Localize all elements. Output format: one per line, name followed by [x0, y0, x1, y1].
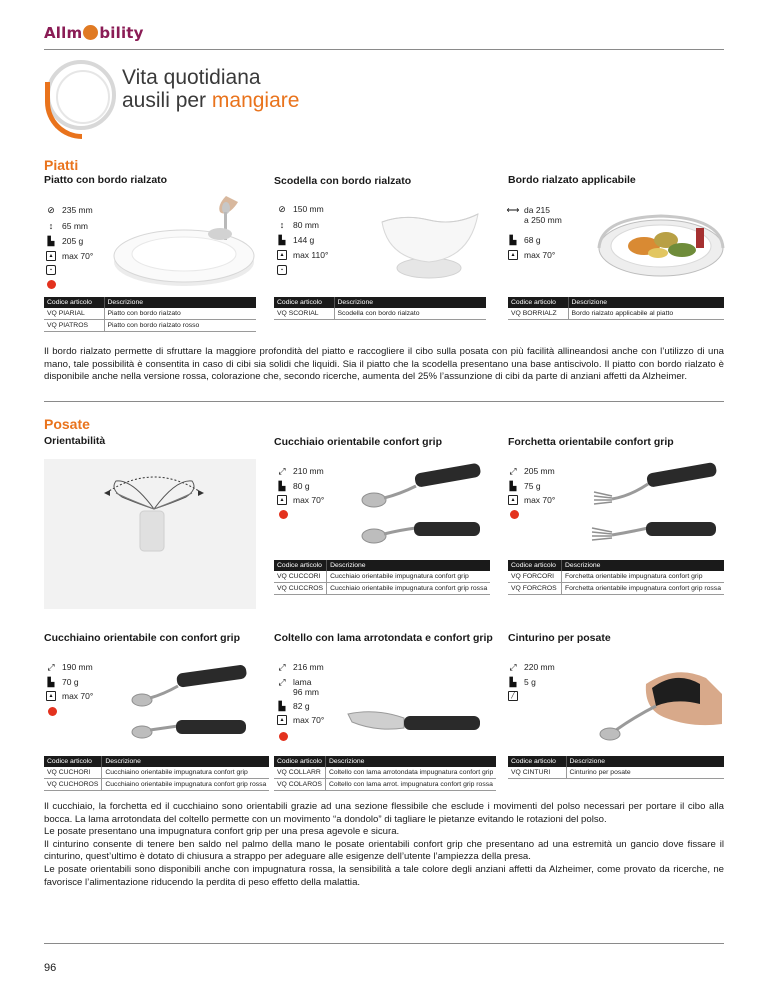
codes-table-cucchiaino: Codice articolo Descrizione VQ CUCHORI Cucchiaino orientabile impugnatura confort grip VQ CUCHOROS Cucchiaino orientabile impugnatura confort grip rossa	[44, 756, 269, 791]
table-row: VQ PIATROS Piatto con bordo rialzato rosso	[44, 320, 256, 332]
spec-diameter: ⊘ 150 mm	[278, 204, 324, 214]
codes-table-coltello: Codice articolo Descrizione VQ COLLARR Coltello con lama arrotondata impugnatura confort grip VQ COLAROS Coltello con lama arrot. impugnatura confort grip rossa	[274, 756, 496, 791]
table-row: VQ FORCORI Forchetta orientabile impugnatura confort grip	[508, 571, 724, 583]
product-title-cinturino: Cinturino per posate	[508, 632, 611, 644]
spec-weight: ▙ 75 g	[509, 481, 541, 491]
red-version-dot	[510, 510, 519, 519]
length-icon: ⤢	[509, 466, 517, 476]
spec-microwave	[46, 265, 56, 275]
page-number: 96	[44, 962, 57, 974]
spec-temperature: ▴ max 70°	[46, 691, 93, 701]
spec-temperature: ▴ max 70°	[277, 495, 324, 505]
weight-icon: ▙	[278, 235, 286, 245]
bowl-image	[374, 200, 484, 284]
logo-text-1: Allm	[44, 24, 83, 42]
codes-table-bordo: Codice articolo Descrizione VQ BORRIALZ Bordo rialzato applicabile al piatto	[508, 297, 724, 320]
spec-length: ⤢ 220 mm	[509, 662, 555, 672]
height-icon: ↕	[48, 221, 54, 231]
table-row: VQ SCORIAL Scodella con bordo rialzato	[274, 308, 486, 320]
spec-length: ⤢ 216 mm	[278, 662, 324, 672]
width-arrows-icon: ⟷	[506, 205, 520, 215]
dishwasher-temp-icon: ▴	[508, 495, 518, 505]
spec-temperature: ▴ max 110°	[277, 250, 328, 260]
spec-weight: ▙ 80 g	[278, 481, 310, 491]
length-icon: ⤢	[47, 662, 55, 672]
weight-icon: ▙	[278, 481, 286, 491]
spec-weight: ▙ 144 g	[278, 235, 315, 245]
diameter-icon: ⊘	[278, 204, 286, 214]
header-rule	[44, 49, 724, 50]
posate-description	[44, 801, 724, 889]
cutlery-strap-image	[596, 654, 724, 750]
table-row: VQ PIARIAL Piatto con bordo rialzato	[44, 308, 256, 320]
red-version-dot	[279, 510, 288, 519]
spec-length: ⤢ 210 mm	[278, 466, 324, 476]
spec-length: ⤢ 190 mm	[47, 662, 93, 672]
product-title-coltello: Coltello con lama arrotondata e confort grip	[274, 632, 493, 644]
codes-table-scodella: Codice articolo Descrizione VQ SCORIAL Scodella con bordo rialzato	[274, 297, 486, 320]
teaspoon-image	[128, 660, 254, 746]
table-row: VQ BORRIALZ Bordo rialzato applicabile al piatto	[508, 308, 724, 320]
spec-height: ↕ 80 mm	[277, 220, 319, 230]
length-icon: ⤢	[509, 662, 517, 672]
red-version-dot	[48, 707, 57, 716]
weight-icon: ▙	[47, 236, 55, 246]
table-row: VQ CINTURI Cinturino per posate	[508, 767, 724, 779]
length-icon: ⤢	[278, 466, 286, 476]
red-version-dot	[279, 732, 288, 741]
dishwasher-temp-icon: ▴	[277, 495, 287, 505]
plate-title-icon	[46, 60, 116, 130]
spec-no-dishwasher	[508, 691, 518, 701]
product-title-bordo: Bordo rialzato applicabile	[508, 174, 636, 186]
page-title-line2: ausili per	[122, 89, 212, 112]
fork-image	[590, 462, 722, 548]
weight-icon: ▙	[278, 701, 286, 711]
page-title	[122, 66, 299, 112]
table-row: VQ COLAROS Coltello con lama arrot. impugnatura confort grip rossa	[274, 779, 496, 791]
product-title-cucchiaino: Cucchiaino orientabile con confort grip	[44, 632, 241, 644]
microwave-icon: ▪	[46, 265, 56, 275]
weight-icon: ▙	[509, 677, 517, 687]
table-row: VQ COLLARR Coltello con lama arrotondata impugnatura confort grip	[274, 767, 496, 779]
posate-paragraph: Le posate orientabili sono disponibili anche con impugnatura rossa, la sensibilità a tale colore degli anziani affetti da Alzheimer, come provato da ricerche, ne favorisce l’alimentazione riducendo la perdita di peso effetto della malattia.	[44, 863, 724, 888]
spec-weight: ▙ 205 g	[47, 236, 84, 246]
plate-guard-image	[596, 198, 726, 282]
diameter-icon: ⊘	[47, 205, 55, 215]
height-icon: ↕	[279, 220, 285, 230]
table-row: VQ CUCHORI Cucchiaino orientabile impugnatura confort grip	[44, 767, 269, 779]
product-title-piatto: Piatto con bordo rialzato	[44, 174, 168, 186]
codes-table-cucchiaio: Codice articolo Descrizione VQ CUCCORI Cucchiaio orientabile impugnatura confort grip VQ CUCCROS Cucchiaio orientabile impugnatura confort grip rossa	[274, 560, 490, 595]
page-title-line1: Vita quotidiana	[122, 66, 261, 89]
section-title-posate: Posate	[44, 416, 90, 432]
posate-paragraph: Il cucchiaio, la forchetta ed il cucchiaino sono orientabili grazie ad una sezione flessibile che esclude i movimenti del polso necessari per portare il cibo alla bocca. La lama arrotondata del coltello permette con un movimento “a dondolo” di tagliare le pietanze evitando le rotazioni del polso.	[44, 801, 724, 825]
section-rule	[44, 401, 724, 402]
logo-text-2: bility	[99, 24, 144, 42]
spec-weight: ▙ 68 g	[509, 235, 541, 245]
spec-width: ⟷ da 215 a 250 mm	[506, 205, 562, 225]
spec-microwave	[277, 265, 287, 275]
no-dishwasher-icon: ╱	[508, 691, 518, 701]
dishwasher-temp-icon: ▴	[277, 715, 287, 725]
dishwasher-temp-icon: ▴	[46, 251, 56, 261]
codes-table-piatto: Codice articolo Descrizione VQ PIARIAL Piatto con bordo rialzato VQ PIATROS Piatto con bordo rialzato rosso	[44, 297, 256, 332]
length-icon: ⤢	[278, 662, 286, 672]
dishwasher-temp-icon: ▴	[46, 691, 56, 701]
table-row: VQ CUCCROS Cucchiaio orientabile impugnatura confort grip rossa	[274, 583, 490, 595]
spec-blade: ⤢ lama 96 mm	[278, 677, 319, 697]
footer-rule	[44, 943, 724, 944]
spec-temperature: ▴ max 70°	[508, 495, 555, 505]
microwave-icon: ▪	[277, 265, 287, 275]
knife-image	[346, 700, 486, 740]
table-row: VQ FORCROS Forchetta orientabile impugnatura confort grip rossa	[508, 583, 724, 595]
posate-paragraph: Le posate presentano una impugnatura confort grip per una presa agevole e sicura.	[44, 826, 400, 838]
orientabilita-title: Orientabilità	[44, 435, 106, 447]
product-title-scodella: Scodella con bordo rialzato	[274, 175, 412, 187]
plate-with-rim-image	[108, 190, 260, 290]
spec-diameter: ⊘ 235 mm	[47, 205, 93, 215]
red-version-dot	[47, 280, 56, 289]
table-row: VQ CUCHOROS Cucchiaino orientabile impugnatura confort grip rossa	[44, 779, 269, 791]
section-title-piatti: Piatti	[44, 157, 79, 173]
spec-height: ↕ 65 mm	[46, 221, 88, 231]
brand-logo	[44, 24, 144, 42]
spec-temperature: ▴ max 70°	[277, 715, 324, 725]
spec-weight: ▙ 82 g	[278, 701, 310, 711]
codes-table-cinturino: Codice articolo Descrizione VQ CINTURI Cinturino per posate	[508, 756, 724, 779]
spec-temperature: ▴ max 70°	[46, 251, 93, 261]
orientability-diagram	[44, 459, 256, 609]
posate-paragraph: Il cinturino consente di tenere ben saldo nel palmo della mano le posate orientabili confort grip che presentano ad una estremità un gancio dove fissare il cinturino, quest’ultimo è dotato di chiusura a strappo per adeguare alle esigenze dell’utente l’ampiezza della presa.	[44, 838, 724, 863]
product-title-forchetta: Forchetta orientabile confort grip	[508, 436, 674, 448]
dishwasher-temp-icon: ▴	[277, 250, 287, 260]
spec-weight: ▙ 70 g	[47, 677, 79, 687]
weight-icon: ▙	[509, 481, 517, 491]
codes-table-forchetta: Codice articolo Descrizione VQ FORCORI Forchetta orientabile impugnatura confort grip VQ FORCROS Forchetta orientabile impugnatura confort grip rossa	[508, 560, 724, 595]
spec-temperature: ▴ max 70°	[508, 250, 555, 260]
product-title-cucchiaio: Cucchiaio orientabile confort grip	[274, 436, 443, 448]
blade-length-icon: ⤢	[278, 677, 286, 687]
spec-weight: ▙ 5 g	[509, 677, 536, 687]
page-title-accent: mangiare	[211, 89, 300, 112]
piatti-description: Il bordo rialzato permette di sfruttare la maggiore profondità del piatto e raccogliere il cibo sulla posata con più facilità allineandosi anche con l’utilizzo di una mano, tale possibilità è consentita in caso di cibi sia solidi che liquidi. Sia il piatto che la scodella presentano una base antiscivolo. Il piatto con bordo rialzato è disponibile anche nella versione rossa, colorazione che, secondo ricerche, aumenta del 25% l’assunzione di cibi da parte di anziani affetti da Alzheimer.	[44, 346, 724, 383]
weight-icon: ▙	[509, 235, 517, 245]
weight-icon: ▙	[47, 677, 55, 687]
spoon-image	[360, 462, 486, 548]
spec-length: ⤢ 205 mm	[509, 466, 555, 476]
table-row: VQ CUCCORI Cucchiaio orientabile impugnatura confort grip	[274, 571, 490, 583]
dishwasher-temp-icon: ▴	[508, 250, 518, 260]
logo-dot-icon	[83, 25, 98, 40]
